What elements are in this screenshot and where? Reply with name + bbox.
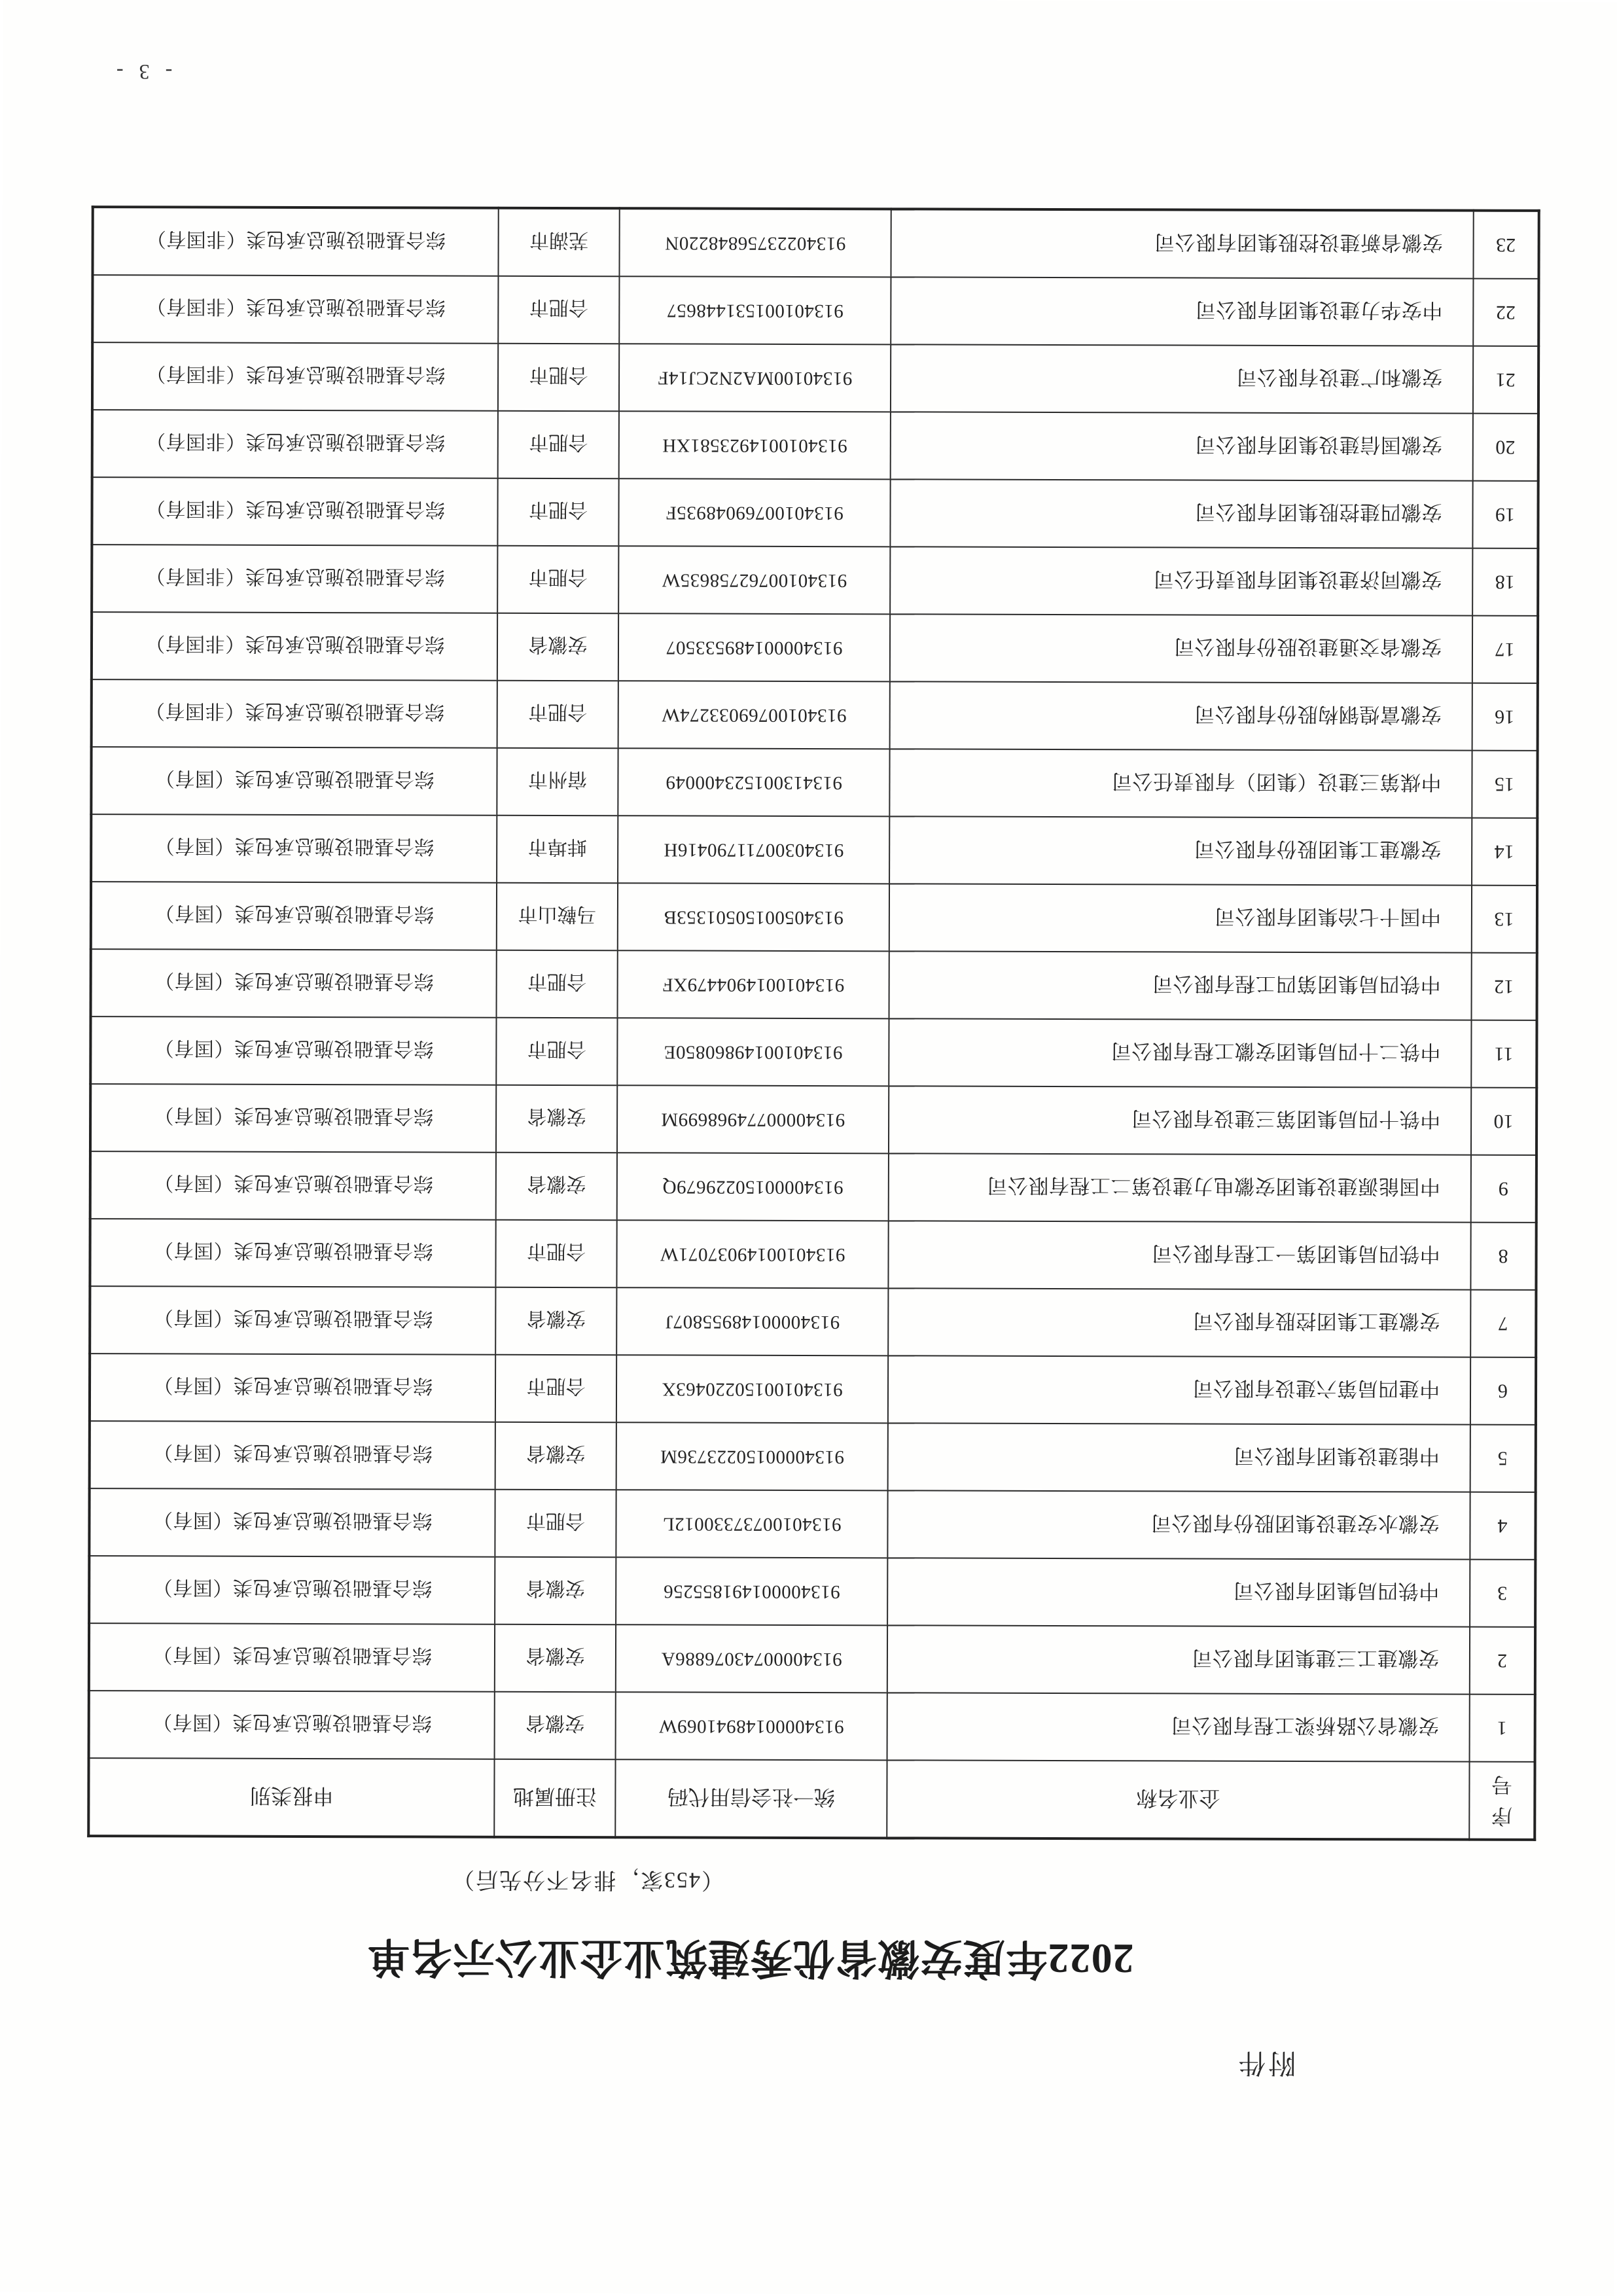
registration-region: 合肥市: [498, 411, 619, 478]
table-header: [88, 1758, 1535, 1840]
table-row: [89, 1556, 1535, 1627]
declaration-category: 综合基础设施总承包类（国有）: [90, 1286, 495, 1355]
header-registration-region: 注册属地: [494, 1759, 615, 1837]
registration-region: 合肥市: [498, 344, 619, 411]
header-company-name: 企业名称: [887, 1760, 1469, 1839]
declaration-category: 综合基础设施总承包类（国有）: [89, 1556, 495, 1624]
table-row: [92, 477, 1538, 548]
credit-code: 9134010014904479XF: [618, 950, 889, 1018]
row-number: 7: [1470, 1290, 1536, 1357]
declaration-category: 综合基础设施总承包类（非国有）: [92, 612, 497, 681]
declaration-category: 综合基础设施总承包类（国有）: [90, 1354, 495, 1422]
company-name: 中铁四局集团第一工程有限公司: [888, 1221, 1470, 1289]
credit-code: 91340223756848220N: [619, 208, 891, 277]
credit-code: 91340100149860850E: [617, 1018, 889, 1086]
table-row: [91, 949, 1537, 1020]
declaration-category: 综合基础设施总承包类（非国有）: [92, 679, 497, 748]
company-name: 安徽水安建设集团股份有限公司: [887, 1490, 1470, 1559]
registration-region: 芜湖市: [498, 208, 619, 276]
registration-region: 安徽省: [495, 1692, 616, 1759]
table-row: [89, 1691, 1535, 1762]
table-body: [89, 207, 1539, 1762]
page-title: 2022年度安徽省优秀建筑业企业公示名单: [366, 1933, 1134, 1982]
header-row: [88, 1758, 1535, 1840]
company-name: 中安华力建设集团有限公司: [891, 277, 1473, 346]
credit-code: 913413001523400049: [618, 748, 889, 816]
registration-region: 合肥市: [497, 546, 618, 613]
row-number: 6: [1470, 1357, 1536, 1425]
declaration-category: 综合基础设施总承包类（非国有）: [92, 207, 498, 276]
registration-region: 合肥市: [495, 1220, 616, 1287]
declaration-category: 综合基础设施总承包类（国有）: [89, 1623, 495, 1692]
company-name: 安徽同济建设集团有限责任公司: [890, 547, 1472, 615]
row-number: 11: [1471, 1020, 1537, 1088]
header-no-label: 序号: [1491, 1772, 1513, 1828]
table-row: [89, 1488, 1535, 1560]
registration-region: 合肥市: [497, 681, 618, 748]
company-name: 安徽省交通建设股份有限公司: [890, 614, 1472, 683]
declaration-category: 综合基础设施总承包类（非国有）: [92, 275, 498, 344]
row-number: 2: [1470, 1627, 1535, 1695]
declaration-category: 综合基础设施总承包类（国有）: [91, 747, 497, 816]
company-name: 中铁二十四局集团安徽工程有限公司: [889, 1018, 1471, 1087]
table-row: [90, 1286, 1536, 1357]
registration-region: 安徽省: [495, 1422, 616, 1490]
table-row: [90, 1016, 1537, 1088]
company-name: 安徽省公路桥梁工程有限公司: [887, 1693, 1470, 1761]
company-name: 中国能源建设集团安徽电力建设第二工程有限公司: [889, 1153, 1471, 1222]
companies-table: [87, 206, 1540, 1841]
registration-region: 合肥市: [495, 1355, 616, 1422]
registration-region: 马鞍山市: [497, 883, 618, 950]
table-row: [90, 1219, 1536, 1290]
row-number: 23: [1473, 211, 1538, 279]
declaration-category: 综合基础设施总承包类（非国有）: [92, 342, 498, 411]
row-number: 16: [1472, 683, 1538, 751]
table-row: [92, 207, 1538, 279]
credit-code: 91340000150223736M: [616, 1422, 888, 1490]
credit-code: 91340000743076886A: [616, 1624, 887, 1693]
company-name: 安徽富煌钢构股份有限公司: [890, 681, 1472, 750]
declaration-category: 综合基础设施总承包类（国有）: [90, 1084, 496, 1153]
registration-region: 安徽省: [496, 1153, 617, 1220]
row-number: 10: [1471, 1088, 1537, 1155]
row-number: 3: [1470, 1560, 1535, 1627]
table-row: [90, 1084, 1537, 1155]
table-row: [92, 612, 1538, 683]
declaration-category: 综合基础设施总承包类（国有）: [91, 882, 497, 950]
declaration-category: 综合基础设施总承包类（非国有）: [92, 410, 498, 478]
row-number: 19: [1472, 481, 1538, 548]
credit-code: 91340100150220463X: [616, 1355, 888, 1423]
company-name: 安徽建工集团股份有限公司: [889, 816, 1472, 885]
credit-code: 91340100769033274W: [618, 681, 890, 749]
header-credit-code: 统一社会信用代码: [615, 1759, 887, 1838]
credit-code: 91340100149037071W: [616, 1220, 888, 1288]
declaration-category: 综合基础设施总承包类（国有）: [89, 1691, 495, 1759]
table-row: [92, 679, 1538, 751]
credit-code: 91340100737330012L: [616, 1490, 887, 1558]
row-number: 1: [1470, 1695, 1535, 1762]
row-number: 8: [1470, 1223, 1536, 1290]
table-row: [92, 342, 1538, 414]
company-name: 安徽国信建设集团有限公司: [891, 412, 1473, 480]
credit-code: 91340300711790416H: [618, 816, 889, 884]
company-name: 中铁十四局集团第三建设有限公司: [889, 1086, 1471, 1155]
credit-code: 91340000150229679Q: [617, 1153, 889, 1221]
registration-region: 安徽省: [495, 1557, 616, 1624]
registration-region: 合肥市: [496, 1018, 617, 1085]
row-number: 14: [1472, 818, 1537, 886]
company-name: 安徽省新建设控股集团有限公司: [891, 209, 1473, 278]
declaration-category: 综合基础设施总承包类（非国有）: [92, 545, 497, 613]
registration-region: 安徽省: [496, 1085, 617, 1153]
declaration-category: 综合基础设施总承包类（国有）: [91, 949, 497, 1018]
company-name: 安徽四建控股集团有限公司: [890, 479, 1472, 548]
declaration-category: 综合基础设施总承包类（国有）: [90, 1016, 496, 1085]
credit-code: 91340100769048935F: [618, 478, 890, 547]
registration-region: 合肥市: [497, 950, 618, 1018]
declaration-category: 综合基础设施总承包类（国有）: [90, 1421, 495, 1490]
row-number: 17: [1472, 616, 1538, 683]
table-row: [92, 545, 1538, 616]
row-number: 13: [1472, 886, 1537, 953]
row-number: 21: [1473, 346, 1538, 414]
credit-code: 913400001489533507: [618, 613, 890, 681]
registration-region: 安徽省: [495, 1624, 616, 1692]
credit-code: 913400001491855256: [616, 1557, 887, 1625]
company-name: 中铁四局集团有限公司: [887, 1558, 1470, 1626]
company-name: 中铁四局集团第四工程有限公司: [889, 951, 1472, 1020]
registration-region: 合肥市: [495, 1490, 616, 1557]
row-number: 18: [1472, 548, 1538, 616]
row-number: 5: [1470, 1425, 1536, 1492]
table-row: [92, 410, 1538, 481]
credit-code: 91340100MA2N2CJ14F: [619, 344, 891, 412]
credit-code: 91340500150501353B: [618, 883, 889, 951]
table-row: [91, 882, 1537, 953]
registration-region: 安徽省: [495, 1287, 616, 1355]
company-name: 中国十七冶集团有限公司: [889, 884, 1472, 952]
company-name: 安徽建工集团控股有限公司: [888, 1288, 1470, 1357]
declaration-category: 综合基础设施总承包类（国有）: [91, 814, 497, 883]
company-name: 中能建设集团有限公司: [888, 1423, 1470, 1492]
registration-region: 合肥市: [497, 478, 618, 546]
company-name: 中建四局第六建设有限公司: [888, 1355, 1470, 1424]
company-name: 安徽建工三建集团有限公司: [887, 1625, 1470, 1694]
header-no: [1469, 1762, 1535, 1840]
registration-region: 宿州市: [497, 748, 618, 816]
credit-code: 91340100762758635W: [618, 546, 890, 614]
registration-region: 蚌埠市: [497, 816, 618, 883]
attachment-label: 附件: [1235, 2047, 1296, 2077]
row-number: 4: [1470, 1492, 1535, 1560]
table-row: [89, 1623, 1535, 1695]
row-number: 15: [1472, 751, 1537, 818]
header-declaration-category: 申报类别: [88, 1758, 494, 1837]
page-number: - 3 -: [111, 60, 173, 84]
company-name: 安徽和广建设有限公司: [891, 344, 1473, 413]
registration-region: 安徽省: [497, 613, 618, 681]
declaration-category: 综合基础设施总承包类（国有）: [90, 1151, 496, 1220]
row-number: 20: [1473, 414, 1538, 481]
credit-code: 913401001531448657: [619, 276, 891, 344]
declaration-category: 综合基础设施总承包类（国有）: [90, 1219, 495, 1287]
declaration-category: 综合基础设施总承包类（国有）: [89, 1488, 495, 1557]
table-row: [92, 275, 1538, 346]
declaration-category: 综合基础设施总承包类（非国有）: [92, 477, 497, 546]
registration-region: 合肥市: [498, 276, 619, 344]
credit-code: 91340000148955807J: [616, 1287, 888, 1355]
credit-code: 91340000148941069W: [616, 1692, 887, 1760]
row-number: 22: [1473, 279, 1538, 346]
table-row: [90, 1354, 1536, 1425]
table-row: [90, 1151, 1537, 1223]
credit-code: 9134010014923581XH: [619, 411, 891, 479]
table-row: [91, 814, 1537, 886]
row-number: 9: [1471, 1155, 1537, 1223]
table-row: [90, 1421, 1536, 1492]
company-name: 中煤第三建设（集团）有限责任公司: [889, 749, 1472, 817]
credit-code: 91340000774968699M: [617, 1085, 889, 1153]
table-row: [91, 747, 1537, 818]
page-subtitle: （453家，排名不分先后）: [451, 1867, 724, 1892]
row-number: 12: [1472, 953, 1537, 1020]
